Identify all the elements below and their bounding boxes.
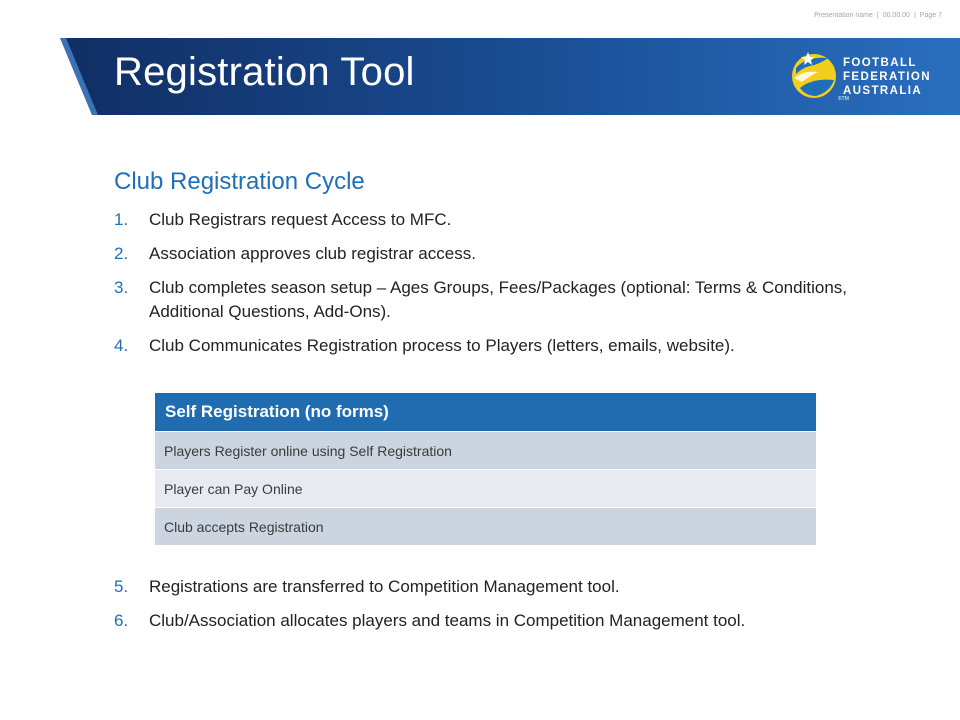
meta-page-label: Page — [919, 12, 937, 19]
meta-separator: | — [876, 12, 879, 19]
step-number: 2. — [114, 244, 129, 263]
slide-meta — [814, 12, 942, 19]
step-item — [114, 334, 914, 358]
section-title: Club Registration Cycle — [114, 168, 365, 195]
football-logo-icon — [790, 48, 840, 104]
steps-list-before — [114, 208, 914, 368]
logo-trademark: ©TM — [838, 96, 849, 102]
step-text: Club/Association allocates players and teams in Competition Management tool. — [149, 611, 746, 630]
logo-wordmark — [843, 56, 931, 98]
step-item — [114, 276, 914, 324]
ffa-logo — [790, 48, 950, 108]
logo-line: FEDERATION — [843, 71, 931, 83]
step-item — [114, 609, 914, 633]
meta-separator: | — [913, 12, 916, 19]
table-row: Club accepts Registration — [155, 507, 816, 545]
step-text: Association approves club registrar access. — [149, 244, 476, 263]
step-text: Club completes season setup – Ages Groups, Fees/Packages (optional: Terms & Conditions, Additional Questions, Add-Ons). — [149, 278, 848, 321]
meta-date: 00.00.00 — [882, 12, 910, 19]
steps-list-after — [114, 575, 914, 643]
step-item — [114, 575, 914, 599]
table-row: Player can Pay Online — [155, 469, 816, 507]
step-number: 5. — [114, 577, 129, 596]
step-text: Club Communicates Registration process to Players (letters, emails, website). — [149, 336, 735, 355]
self-registration-header: Self Registration (no forms) — [155, 393, 816, 431]
step-number: 4. — [114, 336, 129, 355]
page-title: Registration Tool — [114, 50, 415, 94]
step-number: 6. — [114, 611, 129, 630]
step-number: 3. — [114, 278, 129, 297]
step-item — [114, 242, 914, 266]
logo-line: AUSTRALIA — [843, 85, 923, 97]
meta-presentation-name: Presentation name — [814, 12, 873, 19]
meta-page-number: 7 — [938, 12, 942, 19]
step-text: Club Registrars request Access to MFC. — [149, 210, 452, 229]
step-number: 1. — [114, 210, 129, 229]
self-registration-table — [155, 393, 816, 545]
step-text: Registrations are transferred to Competition Management tool. — [149, 577, 620, 596]
step-item — [114, 208, 914, 232]
table-row: Players Register online using Self Registration — [155, 431, 816, 469]
logo-line: FOOTBALL — [843, 57, 917, 69]
